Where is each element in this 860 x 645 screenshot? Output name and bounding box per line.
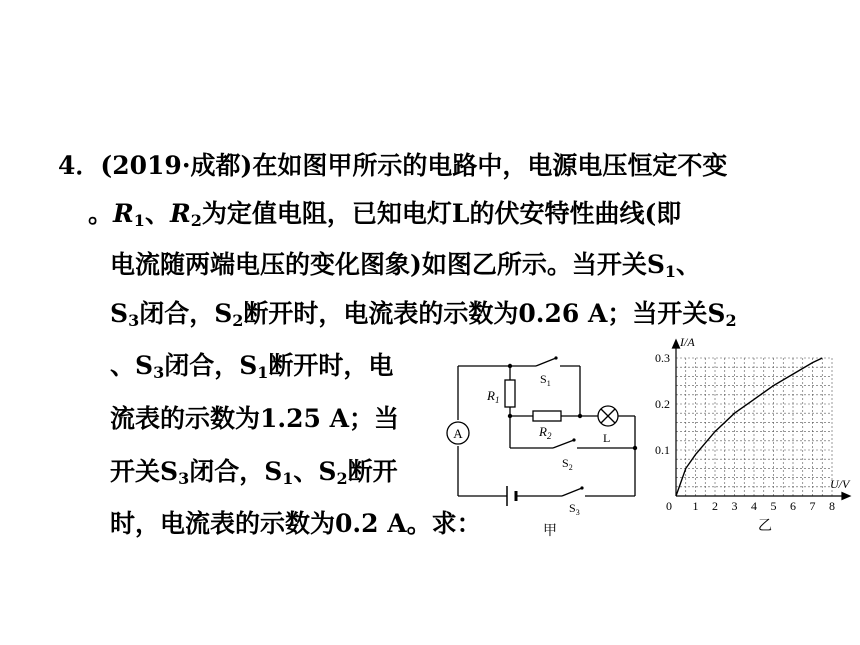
r1-label: $R_1$ — [487, 388, 500, 405]
x-tick-label: 7 — [809, 499, 816, 513]
s2-label: $S_2$ — [562, 456, 573, 472]
battery-icon — [507, 486, 516, 506]
r1-resistor — [505, 380, 515, 407]
graph-caption: 乙 — [758, 519, 772, 534]
s1-label: $S_1$ — [540, 372, 551, 388]
x-tick-label: 2 — [712, 499, 718, 513]
y-axis-label: I/A — [680, 336, 695, 349]
ammeter-label: A — [453, 426, 463, 441]
x-axis-label: U/V — [830, 477, 850, 491]
problem-line-8: 时，电流表的示数为0.2 A。求： — [110, 509, 482, 538]
r2-label: $R_2$ — [539, 424, 552, 441]
lamp-icon — [598, 406, 618, 426]
problem-line-7: 开关$S_3$闭合，$S_1$、$S_2$断开 — [110, 457, 398, 488]
y-tick-label: 0.2 — [655, 397, 670, 411]
r2-resistor — [533, 411, 561, 421]
x-tick-label: 6 — [790, 499, 796, 513]
problem-line-6: 流表的示数为1.25 A；当 — [110, 404, 399, 433]
y-tick-label: 0.1 — [655, 443, 670, 457]
x-tick-label: 8 — [829, 499, 835, 513]
problem-line-4: $S_3$闭合，$S_2$断开时，电流表的示数为0.26 A；当开关$S_2$ — [110, 299, 737, 330]
x-tick-label: 5 — [770, 499, 777, 513]
problem-line-5: 、$S_3$闭合，$S_1$断开时，电 — [110, 351, 394, 382]
circuit-caption: 甲 — [543, 524, 557, 539]
x-tick-label: 4 — [751, 499, 757, 513]
lamp-label: L — [603, 431, 611, 445]
problem-source: (2019·成都) — [100, 151, 253, 180]
iu-graph — [640, 336, 855, 541]
graph-origin: 0 — [666, 499, 672, 513]
problem-line-2: 。$R_1$、$R_2$为定值电阻，已知电灯L的伏安特性曲线(即 — [88, 199, 682, 230]
problem-line-3: 电流随两端电压的变化图象)如图乙所示。当开关$S_1$、 — [110, 250, 702, 281]
x-tick-label: 3 — [731, 499, 738, 513]
problem-number: 4． — [58, 151, 101, 180]
y-tick-label: 0.3 — [655, 351, 670, 365]
x-tick-label: 1 — [692, 499, 699, 513]
s3-label: $S_3$ — [569, 501, 580, 517]
circuit-diagram — [440, 352, 645, 542]
iu-curve — [676, 358, 822, 496]
ammeter-icon — [447, 422, 469, 444]
problem-line-1: 4．(2019·成都)在如图甲所示的电路中，电源电压恒定不变 — [58, 151, 728, 180]
